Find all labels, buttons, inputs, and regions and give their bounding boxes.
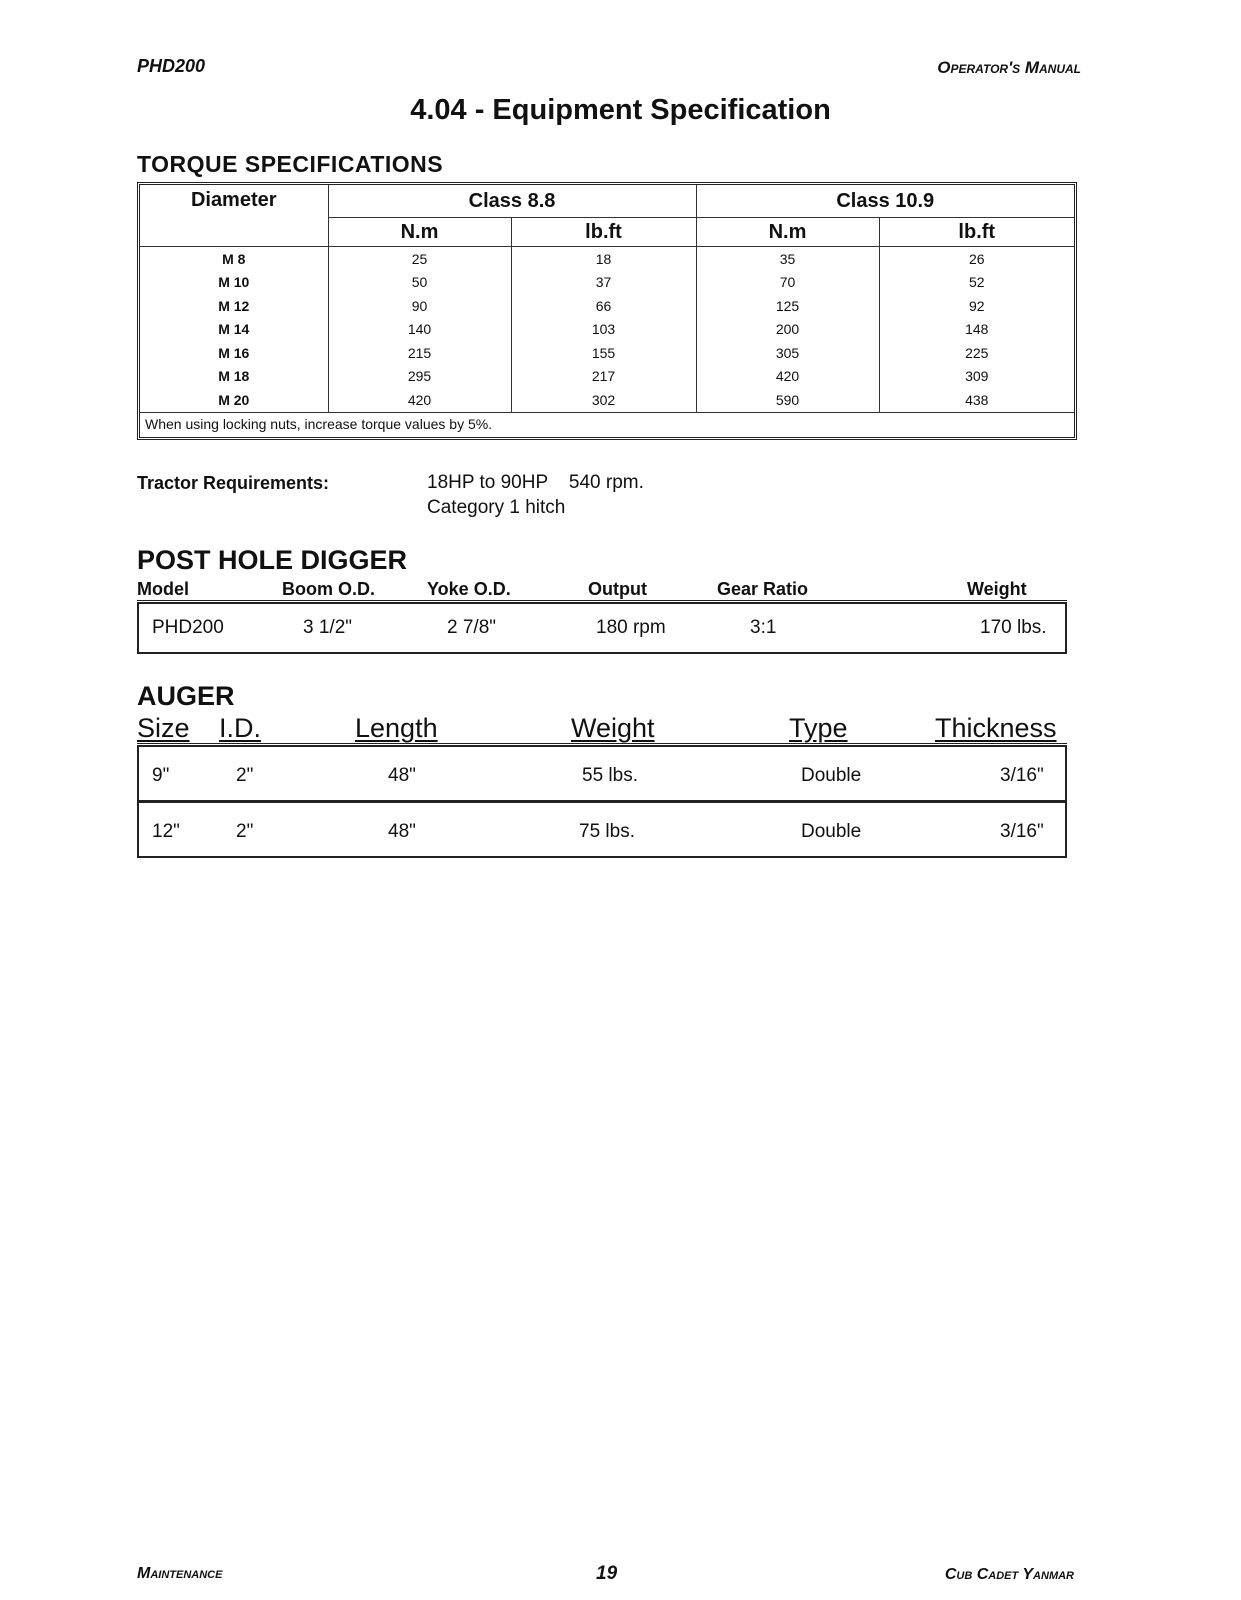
phd-col-gear: Gear Ratio	[717, 579, 809, 599]
torque-cell-dia: M 8	[222, 250, 246, 267]
phd-val-gear: 3:1	[750, 617, 777, 638]
tractor-power: 18HP to 90HP 540 rpm.	[427, 472, 644, 493]
torque-cell-lb2: 148	[879, 318, 1074, 342]
torque-heading: TORQUE SPECIFICATIONS	[137, 151, 444, 177]
phd-col-yoke: Yoke O.D.	[427, 579, 511, 599]
unit-nm: N.m	[328, 218, 511, 247]
auger-row2-type: Double	[801, 821, 862, 842]
auger-col-thickness: Thickness	[935, 713, 1057, 743]
unit-lbft: lb.ft	[879, 218, 1074, 247]
footer-section: Maintenance	[137, 1565, 223, 1582]
torque-row	[140, 388, 1074, 412]
torque-cell-lb1: 155	[511, 341, 696, 365]
unit-lbft: lb.ft	[511, 218, 696, 247]
auger-row1-length: 48"	[388, 765, 416, 786]
auger-row2-thickness: 3/16"	[1000, 821, 1044, 842]
torque-cell-nm1: 295	[328, 365, 511, 389]
torque-cell-lb1: 217	[511, 365, 696, 389]
torque-cell-nm2: 35	[696, 247, 879, 271]
phd-col-weight: Weight	[967, 579, 1027, 599]
header-model: PHD200	[137, 56, 206, 76]
auger-row1-size: 9"	[152, 765, 170, 786]
class-10-9: Class 10.9	[696, 185, 1074, 218]
torque-cell-dia: M 14	[218, 321, 250, 338]
auger-row2-weight: 75 lbs.	[579, 821, 635, 842]
torque-table	[137, 182, 1077, 440]
torque-cell-lb1: 66	[511, 294, 696, 318]
torque-cell-lb1: 18	[511, 247, 696, 271]
torque-cell-lb2: 26	[879, 247, 1074, 271]
phd-val-yoke: 2 7/8"	[447, 617, 497, 638]
torque-cell-dia: M 18	[218, 368, 250, 385]
auger-col-length: Length	[355, 713, 438, 743]
phd-header-rule	[137, 600, 1067, 601]
col-diameter: Diameter	[190, 189, 277, 211]
torque-cell-lb1: 37	[511, 271, 696, 295]
auger-row2-length: 48"	[388, 821, 416, 842]
torque-cell-nm1: 140	[328, 318, 511, 342]
auger-row1-type: Double	[801, 765, 862, 786]
torque-cell-lb1: 302	[511, 388, 696, 412]
torque-cell-nm2: 200	[696, 318, 879, 342]
auger-col-size: Size	[137, 713, 190, 743]
torque-row	[140, 294, 1074, 318]
torque-cell-nm1: 90	[328, 294, 511, 318]
auger-heading: AUGER	[137, 681, 235, 711]
torque-note: When using locking nuts, increase torque values by 5%.	[140, 412, 1074, 435]
torque-cell-dia: M 20	[218, 391, 250, 408]
auger-row-divider	[137, 800, 1067, 803]
torque-cell-dia: M 12	[218, 297, 250, 314]
torque-cell-nm2: 420	[696, 365, 879, 389]
torque-cell-dia: M 10	[218, 274, 250, 291]
torque-cell-nm1: 25	[328, 247, 511, 271]
torque-cell-lb2: 309	[879, 365, 1074, 389]
page-number: 19	[596, 1563, 618, 1584]
phd-val-boom: 3 1/2"	[303, 617, 353, 638]
torque-cell-nm1: 50	[328, 271, 511, 295]
torque-cell-nm2: 70	[696, 271, 879, 295]
torque-cell-nm1: 215	[328, 341, 511, 365]
phd-heading: POST HOLE DIGGER	[137, 545, 408, 575]
torque-cell-lb1: 103	[511, 318, 696, 342]
footer-brand: Cub Cadet Yanmar	[944, 1566, 1074, 1583]
phd-col-model: Model	[137, 579, 189, 599]
torque-cell-dia: M 16	[218, 344, 250, 361]
page-title: 4.04 - Equipment Specification	[410, 94, 831, 126]
auger-row2-id: 2"	[236, 821, 254, 842]
torque-row	[140, 247, 1074, 271]
torque-row	[140, 365, 1074, 389]
auger-col-id: I.D.	[219, 713, 262, 743]
torque-cell-lb2: 52	[879, 271, 1074, 295]
tractor-label: Tractor Requirements:	[137, 473, 330, 493]
phd-val-output: 180 rpm	[596, 617, 666, 638]
torque-cell-nm2: 590	[696, 388, 879, 412]
phd-col-boom: Boom O.D.	[282, 579, 375, 599]
tractor-hitch: Category 1 hitch	[427, 497, 566, 518]
header-manual: Operator's Manual	[937, 58, 1081, 77]
phd-val-weight: 170 lbs.	[980, 617, 1047, 638]
class-8-8: Class 8.8	[328, 185, 696, 218]
torque-cell-lb2: 225	[879, 341, 1074, 365]
auger-col-weight: Weight	[571, 713, 655, 743]
phd-val-model: PHD200	[152, 617, 224, 638]
torque-row	[140, 271, 1074, 295]
auger-header-rule	[137, 743, 1067, 744]
auger-row1-id: 2"	[236, 765, 254, 786]
torque-cell-lb2: 438	[879, 388, 1074, 412]
torque-cell-nm2: 305	[696, 341, 879, 365]
unit-nm: N.m	[696, 218, 879, 247]
auger-row1-weight: 55 lbs.	[582, 765, 638, 786]
auger-row1-thickness: 3/16"	[1000, 765, 1044, 786]
torque-cell-lb2: 92	[879, 294, 1074, 318]
torque-cell-nm1: 420	[328, 388, 511, 412]
torque-cell-nm2: 125	[696, 294, 879, 318]
torque-row	[140, 318, 1074, 342]
torque-row	[140, 341, 1074, 365]
auger-row2-size: 12"	[152, 821, 180, 842]
auger-col-type: Type	[789, 713, 848, 743]
phd-col-output: Output	[588, 579, 647, 599]
